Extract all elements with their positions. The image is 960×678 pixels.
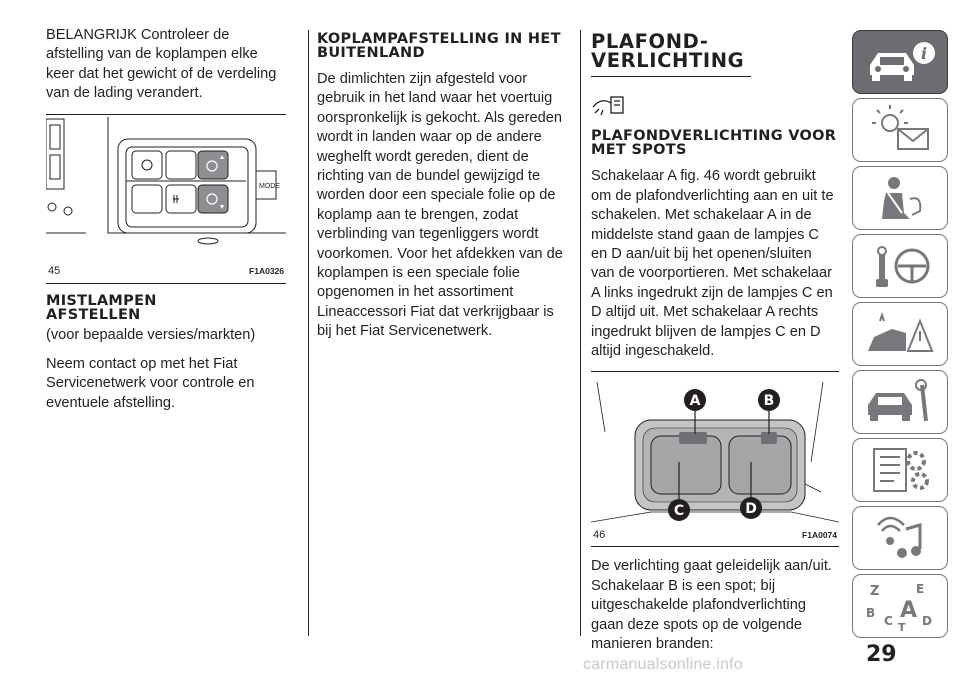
multimedia-icon (860, 511, 940, 565)
ceiling-light-icon (591, 93, 625, 119)
label-c: C (673, 503, 685, 520)
tab-multimedia[interactable] (852, 506, 948, 570)
figure-number: 46 (593, 529, 606, 542)
section-heading-headlight-abroad: KOPLAMPAFSTELLING IN HET BUITENLAND (317, 31, 561, 61)
fog-lamps-paragraph: Neem contact op met het Fiat Servicenetwerk voor controle en eventuele afstelling. (46, 356, 255, 411)
index-letter-b: B (866, 606, 876, 620)
section-heading-ceiling-spots: PLAFONDVERLICHTING VOOR MET SPOTS (591, 128, 837, 159)
tab-seatbelt-airbag[interactable] (852, 166, 948, 230)
figure-number: 45 (48, 265, 61, 278)
tab-warning-lights[interactable] (852, 98, 948, 162)
column-divider-1 (308, 30, 309, 636)
section-heading-fog-lamps: MISTLAMPEN AFSTELLEN (46, 292, 157, 323)
figure-46 (591, 371, 839, 547)
column-3 (591, 26, 839, 665)
section-subheading: (voor bepaalde versies/markten) (46, 326, 256, 343)
headlight-switch-illustration (46, 115, 286, 267)
watermark: carmanualsonline.info (583, 656, 743, 673)
ceiling-light-illustration (591, 372, 839, 530)
index-letter-e: E (916, 582, 925, 596)
chapter-title: PLAFOND-VERLICHTING (591, 32, 751, 77)
index-letter-c: C (884, 614, 893, 628)
technical-data-icon (860, 443, 940, 497)
index-letter-z: Z (870, 584, 880, 599)
car-info-icon (860, 35, 940, 89)
index-letter-d: D (922, 614, 932, 628)
mode-label: MODE (259, 182, 280, 190)
label-a: A (689, 393, 701, 410)
warning-lights-icon (860, 103, 940, 157)
car-maintenance-icon (860, 375, 940, 429)
figure-code: F1A0326 (249, 266, 284, 277)
index-letter-t: T (898, 621, 906, 633)
tab-breakdown[interactable] (852, 302, 948, 366)
index-letter-a: A (900, 598, 918, 623)
breakdown-icon (860, 307, 940, 361)
svg-text:i: i (920, 44, 928, 63)
tab-car-info[interactable] (852, 30, 948, 94)
column-2 (317, 26, 563, 352)
chapter-tabs (852, 30, 948, 642)
label-b: B (763, 393, 775, 410)
page-number: 29 (866, 642, 897, 667)
intro-paragraph: BELANGRIJK Controleer de afstelling van de koplampen elke keer dat het gewicht of de verdeling van de lading verandert. (46, 27, 277, 102)
tab-car-maintenance[interactable] (852, 370, 948, 434)
figure-45 (46, 114, 286, 284)
column-divider-2 (580, 30, 581, 636)
seatbelt-airbag-icon (860, 171, 940, 225)
column-1 (46, 26, 286, 423)
key-steering-wheel-icon (860, 239, 940, 293)
tab-index[interactable] (852, 574, 948, 638)
ceiling-light-paragraph-2: De verlichting gaat geleidelijk aan/uit. Schakelaar B is een spot; bij uitgeschakelde plafondverlichting gaan deze spots op de volgende manieren branden: (591, 558, 832, 653)
headlight-abroad-paragraph: De dimlichten zijn afgesteld voor gebruik in het land waar het voertuig oorspronkelijk is gekocht. Als gereden wordt in landen waar op de andere weghelft wordt gereden, dient de richting van de bundel gewijzigd te worden door een speciale folie op de koplamp aan te brengen, zodat verblinding van tegenliggers wordt voorkomen. Voor het afdekken van de koplampen is een speciale folie opgenomen in het assortiment Lineaccessori Fiat dat verkrijgbaar is bij het Fiat Servicenetwerk. (317, 71, 563, 340)
tab-technical-data[interactable] (852, 438, 948, 502)
ceiling-light-paragraph-1: Schakelaar A fig. 46 wordt gebruikt om de plafondverlichting aan en uit te schakelen. Met schakelaar A in de middelste stand gaan de lampjes C en D aan/uit bij het openen/sluiten van de voorportieren. Met schakelaar A links ingedrukt zijn de lampjes C en D altijd uit. Met schakelaar A rechts ingedrukt blijven de lampjes C en D altijd ingeschakeld. (591, 168, 834, 360)
index-icon (860, 579, 940, 633)
figure-code: F1A0074 (802, 530, 837, 541)
tab-key-steering[interactable] (852, 234, 948, 298)
label-d: D (745, 501, 757, 518)
